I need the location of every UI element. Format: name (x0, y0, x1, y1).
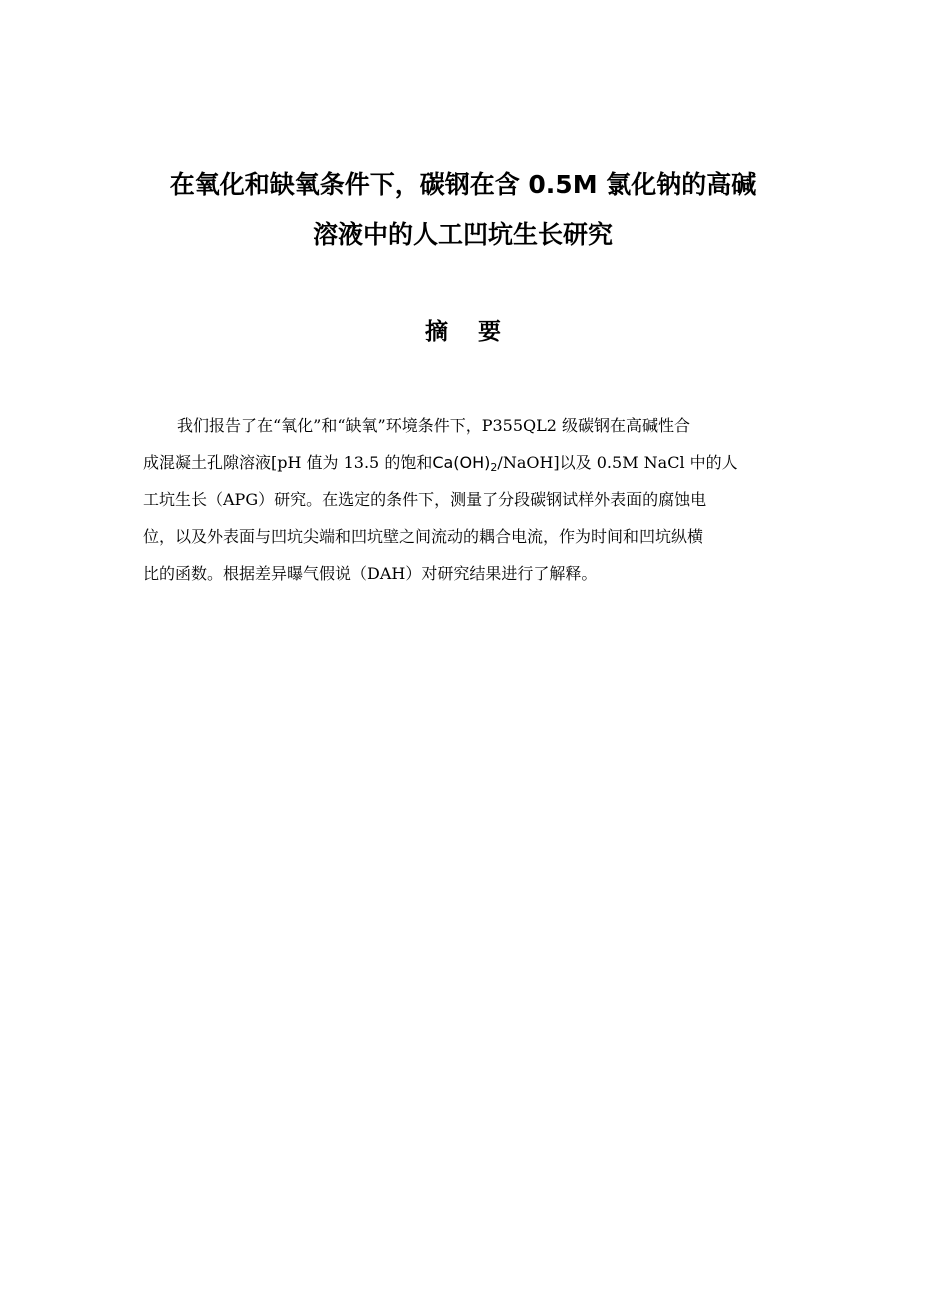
formula-subscript: 2 (490, 461, 498, 474)
abstract-line-2-part-b: /NaOH]以及 0.5M NaCl 中的人 (497, 453, 738, 472)
abstract-line-4: 位，以及外表面与凹坑尖端和凹坑壁之间流动的耦合电流，作为时间和凹坑纵横 (143, 527, 704, 546)
abstract-line-3: 工坑生长（APG）研究。在选定的条件下，测量了分段碳钢试样外表面的腐蚀电 (143, 490, 707, 509)
formula-base: Ca(OH) (432, 453, 491, 472)
abstract-line-5: 比的函数。根据差异曝气假说（DAH）对研究结果进行了解释。 (143, 564, 598, 583)
abstract-line-2 (143, 444, 788, 481)
chemical-formula (432, 453, 497, 472)
paper-title-line-1: 在氧化和缺氧条件下，碳钢在含 0.5M 氯化钠的高碱 (169, 170, 757, 199)
abstract-line-1: 我们报告了在“氧化”和“缺氧”环境条件下，P355QL2 级碳钢在高碱性合 (177, 416, 691, 435)
abstract-line-2-part-a: 成混凝土孔隙溶液[pH 值为 13.5 的饱和 (143, 453, 433, 472)
paper-title-line-2: 溶液中的人工凹坑生长研究 (312, 220, 613, 249)
abstract-heading: 摘要 (425, 319, 531, 345)
abstract-paragraph (143, 407, 788, 592)
